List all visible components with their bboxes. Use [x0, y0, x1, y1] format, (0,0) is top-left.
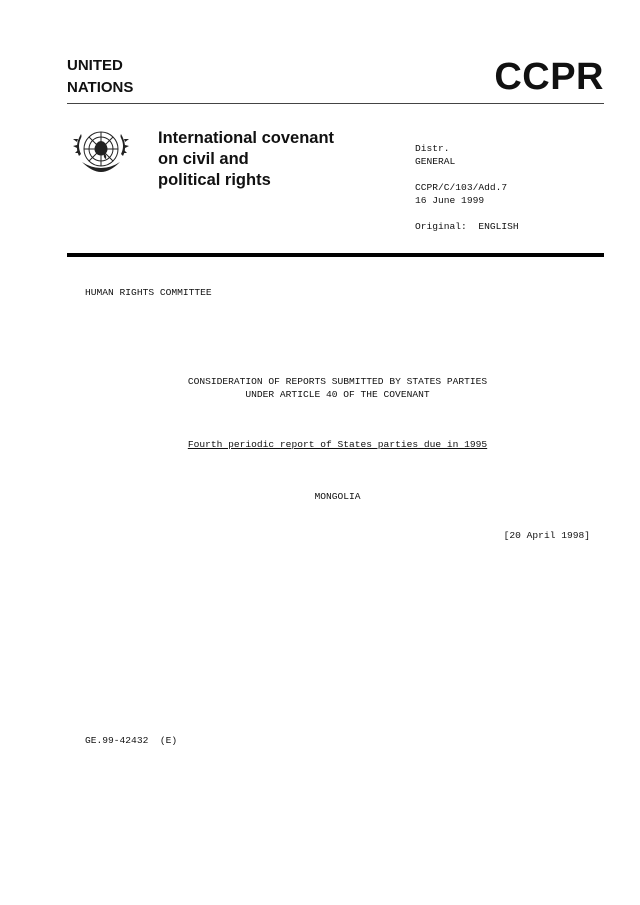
section-heading-line-2: UNDER ARTICLE 40 OF THE COVENANT — [245, 389, 430, 400]
document-date: 16 June 1999 — [415, 195, 485, 206]
title-block-divider — [67, 253, 604, 257]
distribution-label: Distr. — [415, 143, 450, 154]
title-line-1: International covenant — [158, 129, 335, 147]
original-language: Original: ENGLISH — [415, 221, 519, 232]
header-divider — [67, 103, 604, 104]
document-series-symbol: CCPR — [494, 56, 604, 98]
distribution-value: GENERAL — [415, 156, 456, 167]
org-line-1: UNITED — [67, 57, 123, 74]
organization-name — [67, 55, 133, 99]
title-line-2: on civil and — [158, 150, 249, 168]
report-subtitle-text: Fourth periodic report of States parties due in 1995 — [187, 439, 488, 450]
section-heading-line-1: CONSIDERATION OF REPORTS SUBMITTED BY STATES PARTIES — [187, 376, 488, 387]
org-line-2: NATIONS — [67, 79, 134, 96]
report-subtitle — [0, 438, 640, 451]
report-date: [20 April 1998] — [503, 530, 590, 541]
job-number: GE.99-42432 (E) — [85, 735, 178, 746]
document-symbol: CCPR/C/103/Add.7 — [415, 182, 508, 193]
document-title — [158, 128, 388, 191]
country-name: MONGOLIA — [314, 491, 361, 502]
committee-name: HUMAN RIGHTS COMMITTEE — [85, 287, 212, 298]
un-emblem-icon — [70, 122, 132, 180]
title-line-3: political rights — [158, 171, 271, 189]
